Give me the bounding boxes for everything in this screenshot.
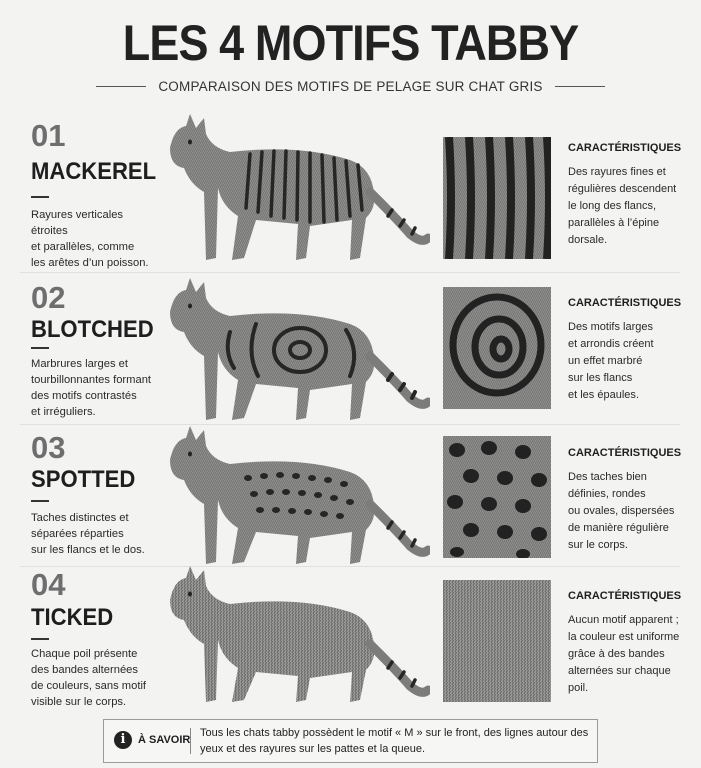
carac-title: CARACTÉRISTIQUES: [568, 590, 682, 602]
info-label: À SAVOIR: [138, 734, 191, 746]
cat-blotched-image: [160, 272, 430, 432]
pattern-dash: [31, 500, 49, 502]
carac-text: Des taches bien définies, rondes ou ovales, dispersées de manière régulière sur le corps.: [568, 471, 675, 551]
cat-spotted-image: [160, 420, 430, 580]
ticked-texture-swatch: [443, 580, 551, 702]
info-separator: [190, 728, 191, 754]
pattern-name: SPOTTED: [31, 466, 136, 493]
carac-title: CARACTÉRISTIQUES: [568, 142, 682, 154]
mackerel-texture-swatch: [443, 137, 551, 259]
carac-text: Des motifs larges et arrondis créent un effet marbré sur les flancs et les épaules.: [568, 321, 654, 401]
info-text: Tous les chats tabby possèdent le motif « M » sur le front, des lignes autour des yeux et des rayures sur les pattes et la queue.: [200, 727, 589, 755]
pattern-name: MACKEREL: [31, 158, 157, 185]
pattern-description: Taches distinctes et séparées réparties sur les flancs et le dos.: [31, 512, 145, 556]
pattern-description: Chaque poil présente des bandes alternées de couleurs, sans motif visible sur le corps.: [31, 648, 147, 708]
page-title: LES 4 MOTIFS TABBY: [122, 15, 579, 71]
carac-title: CARACTÉRISTIQUES: [568, 447, 682, 459]
carac-text: Des rayures fines et régulières descendent le long des flancs, parallèles à l’épine dorsale.: [568, 166, 677, 246]
blotched-texture-swatch: [443, 287, 551, 409]
page-subtitle: COMPARAISON DES MOTIFS DE PELAGE SUR CHAT GRIS: [158, 79, 543, 94]
pattern-dash: [31, 196, 49, 198]
carac-title: CARACTÉRISTIQUES: [568, 297, 682, 309]
carac-text: Aucun motif apparent ; la couleur est uniforme grâce à des bandes alternées sur chaque poil.: [568, 614, 680, 694]
info-icon: i: [114, 731, 132, 749]
subtitle-rule-right: [555, 86, 605, 87]
subtitle-row: [0, 79, 701, 94]
pattern-number: 03: [31, 430, 66, 465]
cat-mackerel-image: [160, 108, 430, 268]
pattern-number: 02: [31, 280, 66, 315]
subtitle-rule-left: [96, 86, 146, 87]
pattern-number: 04: [31, 567, 66, 602]
pattern-description: Marbrures larges et tourbillonnantes formant des motifs contrastés et irréguliers.: [31, 358, 152, 418]
pattern-number: 01: [31, 118, 66, 153]
spotted-texture-swatch: [443, 436, 551, 558]
pattern-dash: [31, 347, 49, 349]
pattern-description: Rayures verticales étroites et parallèles, comme les arêtes d’un poisson.: [31, 209, 149, 269]
pattern-dash: [31, 638, 49, 640]
cat-ticked-image: [160, 560, 430, 720]
info-box: [103, 719, 598, 763]
pattern-name: BLOTCHED: [31, 316, 154, 343]
pattern-name: TICKED: [31, 604, 114, 631]
